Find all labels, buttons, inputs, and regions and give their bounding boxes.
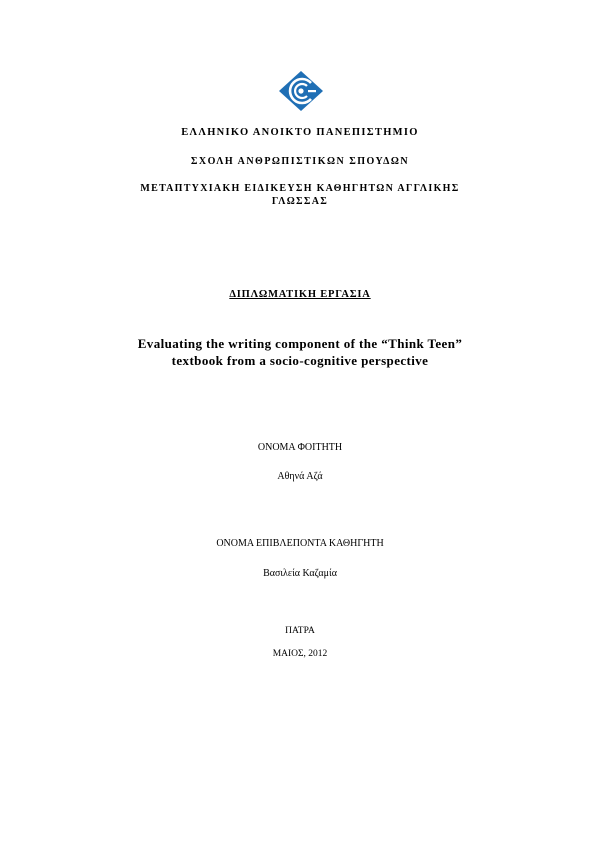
- thesis-type: [0, 289, 600, 300]
- student-name: Αθηνά Αζά: [277, 471, 323, 482]
- supervisor-label: ΟΝΟΜΑ ΕΠΙΒΛΕΠΟΝΤΑ ΚΑΘΗΓΗΤΗ: [216, 538, 384, 549]
- date: ΜΑΙΟΣ, 2012: [272, 649, 328, 659]
- university-logo-icon: [278, 70, 324, 112]
- city: ΠΑΤΡΑ: [285, 626, 315, 636]
- program-name: [0, 182, 600, 208]
- university-name: ΕΛΛΗΝΙΚΟ ΑΝΟΙΚΤΟ ΠΑΝΕΠΙΣΤΗΜΙΟ: [181, 127, 419, 138]
- program-name-line1: ΜΕΤΑΠΤΥΧΙΑΚΗ ΕΙΔΙΚΕΥΣΗ ΚΑΘΗΓΗΤΩΝ ΑΓΓΛΙΚΗΣ: [140, 183, 460, 194]
- supervisor-name: Βασιλεία Καζαμία: [263, 568, 337, 579]
- thesis-title: [0, 335, 600, 369]
- school-name: ΣΧΟΛΗ ΑΝΘΡΩΠΙΣΤΙΚΩΝ ΣΠΟΥΔΩΝ: [190, 156, 410, 167]
- thesis-title-line2: textbook from a socio-cognitive perspective: [171, 353, 429, 368]
- program-name-line2: ΓΛΩΣΣΑΣ: [271, 196, 329, 207]
- thesis-type-label: ΔΙΠΛΩΜΑΤΙΚΗ ΕΡΓΑΣΙΑ: [229, 289, 371, 300]
- student-label: ΟΝΟΜΑ ΦΟΙΤΗΤΗ: [257, 442, 343, 453]
- thesis-title-line1: Evaluating the writing component of the “Think Teen”: [137, 336, 463, 351]
